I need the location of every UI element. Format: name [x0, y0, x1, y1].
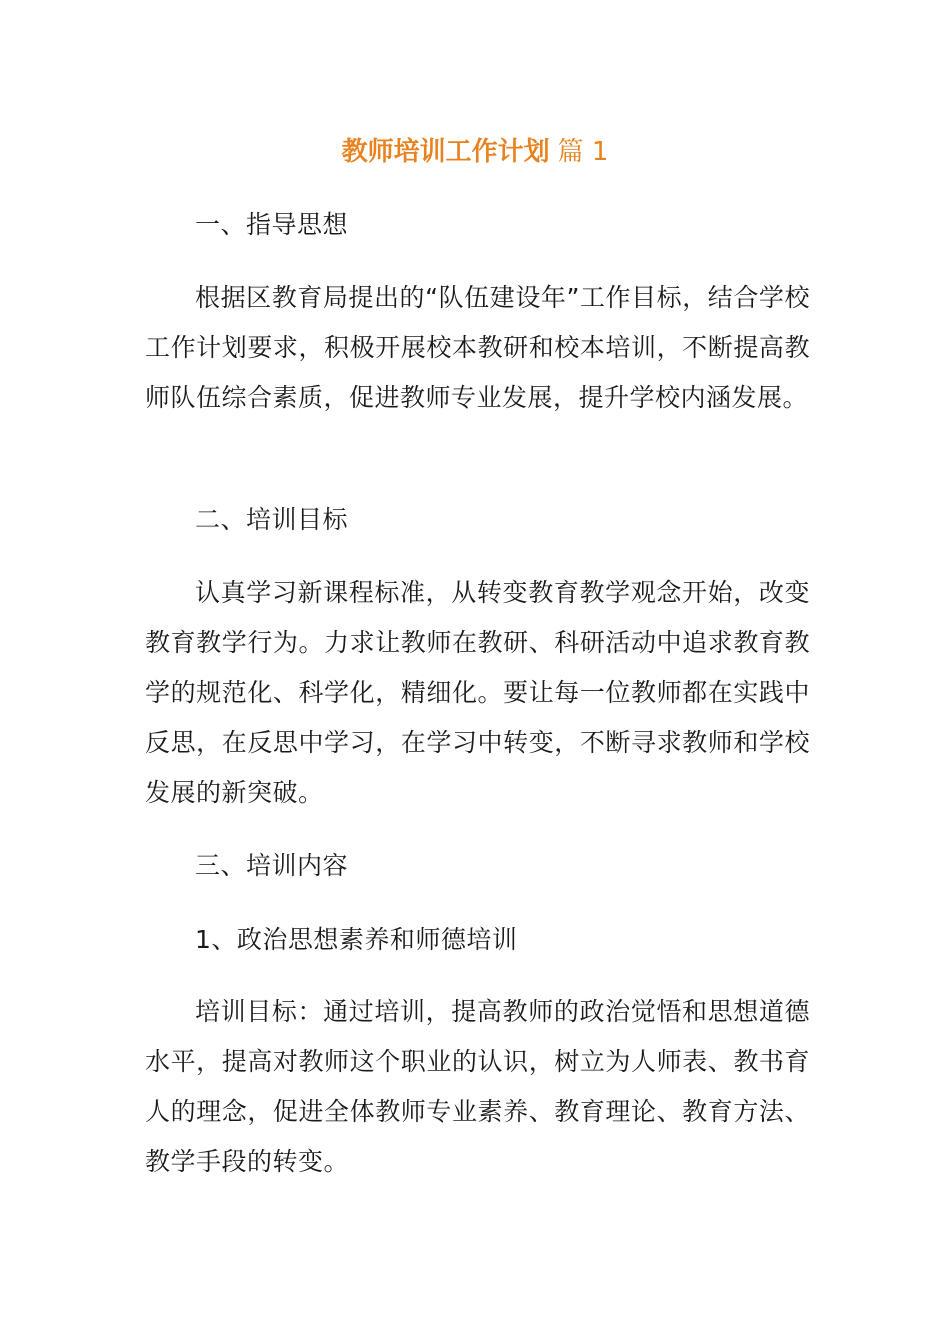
document-title — [0, 132, 950, 172]
title-sub: 篇 1 — [557, 137, 609, 167]
paragraph-political-ethics-training: 培训目标：通过培训，提高教师的政治觉悟和思想道德水平，提高对教师这个职业的认识，树立为人师表、教书育人的理念，促进全体教师专业素养、教育理论、教育方法、教学手段的转变。 — [145, 997, 810, 1176]
section-heading-training-content: 三、培训内容 — [195, 851, 349, 880]
section-heading-training-goals: 二、培训目标 — [195, 505, 349, 534]
paragraph-training-goals: 认真学习新课程标准，从转变教育教学观念开始，改变教育教学行为。力求让教师在教研、科研活动中追求教育教学的规范化、科学化，精细化。要让每一位教师都在实践中反思，在反思中学习，在学习中转变，不断寻求教师和学校发展的新突破。 — [145, 578, 810, 807]
section-heading-guiding-ideology: 一、指导思想 — [195, 210, 349, 239]
title-main: 教师培训工作计划 — [341, 137, 550, 167]
subheading-political-ethics-training: 1、政治思想素养和师德培训 — [195, 925, 518, 954]
paragraph-guiding-ideology: 根据区教育局提出的“队伍建设年”工作目标，结合学校工作计划要求，积极开展校本教研和校本培训，不断提高教师队伍综合素质，促进教师专业发展，提升学校内涵发展。 — [145, 283, 810, 412]
